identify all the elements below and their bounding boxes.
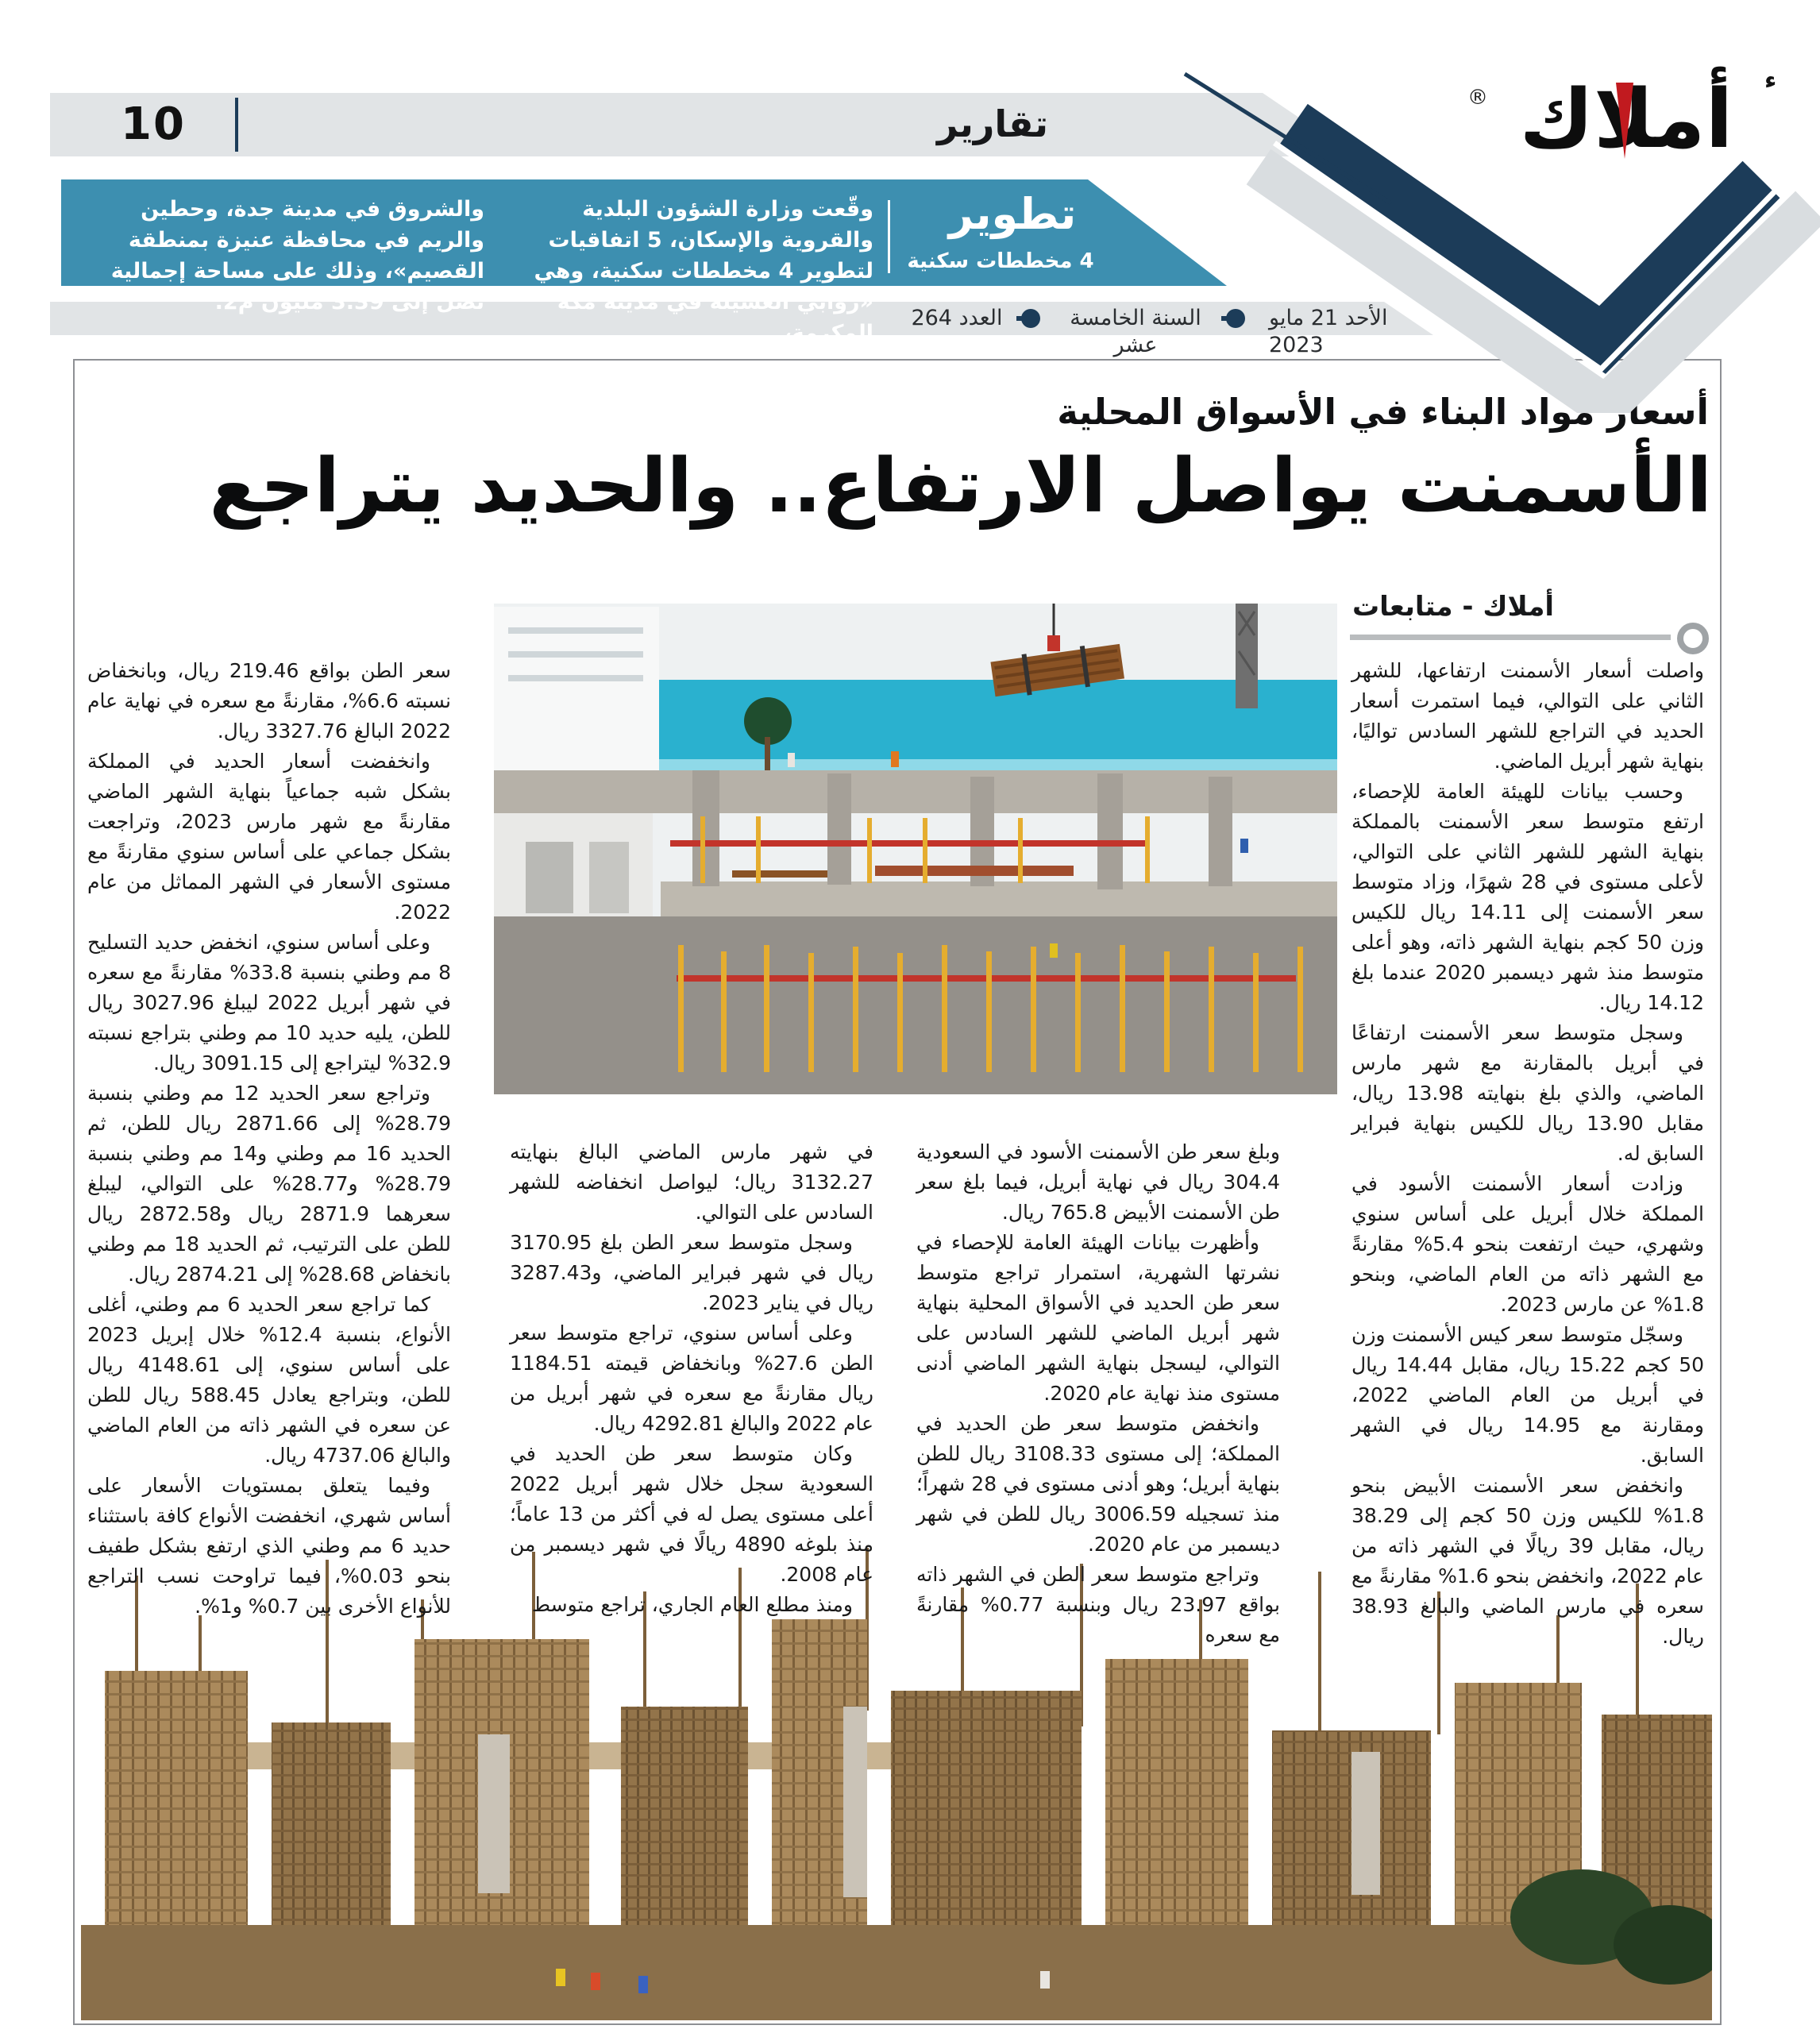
construction-crane-photo [494,604,1337,1094]
section-title: تقارير [937,102,1049,145]
registered-mark: ® [1467,86,1488,110]
paragraph: سعر الطن بواقع 219.46 ريال، وبانخفاض نسبته 6.6%، مقارنةً مع سعره في نهاية عام 2022 البالغ 3327.76 ريال. [87,659,451,743]
teaser-tag-subtitle: 4 مخططات سكنية [907,249,1094,273]
date-bullet-icon [1221,309,1245,328]
paragraph: في شهر مارس الماضي البالغ بنهايته 3132.27 ريال؛ ليواصل انخفاضه للشهر السادس على التوالي. [510,1140,873,1224]
paragraph: وعلى أساس سنوي، تراجع متوسط سعر الطن 27.6% وبانخفاض قيمته 1184.51 ريال مقارنةً مع سعره في شهر أبريل من عام 2022 والبالغ 4292.81 ريال. [510,1321,873,1435]
teaser-text-left: والشروق في مدينة جدة، وحطين والريم في محافظة عنيزة بمنطقة القصيم»، وذلك على مساحة إجمالية تصل إلى 3.39 مليون م2. [110,197,484,314]
paragraph: كما تراجع سعر الحديد 6 مم وطني، أغلى الأنواع، بنسبة 12.4% خلال إبريل 2023 على أساس سنوي، إلى 4148.61 ريال للطن، وبتراجع يعادل 588.45 ريال للطن عن سعره في الشهر ذاته من العام الماضي والبالغ 4737.06 ريال. [87,1293,451,1467]
paragraph: وسجّل متوسط سعر كيس الأسمنت وزن 50 كجم 15.22 ريال، مقابل 14.44 ريال في أبريل من العام الماضي 2022، ومقارنة مع 14.95 ريال في الشهر السابق. [1352,1323,1704,1467]
issue-date: الأحد 21 مايو 2023 [1269,306,1388,357]
masthead-red-alef [1616,83,1633,159]
article-container [73,359,1722,2025]
paragraph: وتراجع سعر الحديد 12 مم وطني بنسبة 28.79% إلى 2871.66 ريال للطن، ثم الحديد 16 مم وطني و14 مم وطني بنسبة 28.79% و28.77% على التوالي، ليبلغ سعرهما 2871.9 ريال و2872.58 ريال للطن على الترتيب، ثم الحديد 18 مم وطني بانخفاض 28.68% إلى 2874.21 ريال. [87,1082,452,1286]
publication-year: السنة الخامسة عشر [1070,306,1201,357]
issue-bullet-icon [1016,309,1040,328]
article-byline: أملاك - متابعات [1352,591,1555,623]
body-column-2 [916,1137,1280,1650]
body-column-3 [510,1137,873,1620]
byline-rule [1350,635,1671,640]
body-column-4 [87,656,451,1622]
paragraph: وأظهرت بيانات الهيئة العامة للإحصاء في نشرتها الشهرية، استمرار تراجع متوسط سعر طن الحديد في الأسواق المحلية بنهاية شهر أبريل الماضي للشهر السادس على التوالي، ليسجل بنهاية الشهر الماضي أدنى مستوى منذ نهاية عام 2020. [916,1231,1280,1405]
page-number: 10 [121,98,186,150]
byline-ring-icon [1677,623,1709,654]
top-section-bar [50,93,1356,156]
paragraph: وبلغ سعر طن الأسمنت الأسود في السعودية 304.4 ريال في نهاية أبريل، فيما بلغ سعر طن الأسمنت الأبيض 765.8 ريال. [916,1140,1280,1224]
body-column-1 [1352,656,1704,1652]
masthead-hamza: ء [1764,67,1777,95]
paragraph: واصلت أسعار الأسمنت ارتفاعها، للشهر الثاني على التوالي، فيما استمرت أسعار الحديد في التراجع للشهر السادس تواليًا، بنهاية شهر أبريل الماضي. [1352,659,1704,773]
paragraph: وكان متوسط سعر طن الحديد في السعودية سجل خلال شهر أبريل 2022 أعلى مستوى يصل له في أكثر من 13 عاماً؛ منذ بلوغه 4890 ريالًا في شهر ديسمبر من عام 2008. [510,1442,874,1586]
paragraph: وسجل متوسط سعر الأسمنت ارتفاعًا في أبريل بالمقارنة مع شهر مارس الماضي، والذي بلغ بنهايته 13.98 ريال، مقابل 13.90 ريال للكيس بنهاية فبراير السابق له. [1352,1021,1705,1165]
paragraph: وفيما يتعلق بمستويات الأسعار على أساس شهري، انخفضت الأنواع كافة باستثناء حديد 6 مم وطني الذي ارتفع بشكل طفيف بنحو 0.03%، فيما تراوحت نسب التراجع للأنواع الأخرى بين 0.7% و1%. [87,1474,451,1618]
topbar-divider [235,98,238,152]
teaser-tag: تطوير [948,189,1077,239]
article-kicker: أسعار مواد البناء في الأسواق المحلية [1057,391,1709,433]
paragraph: وانخفض متوسط سعر طن الحديد في المملكة؛ إلى مستوى 3108.33 ريال للطن بنهاية أبريل؛ وهو أدنى مستوى في 28 شهراً؛ منذ تسجيله 3006.59 ريال للطن في شهر ديسمبر من عام 2020. [916,1412,1280,1556]
paragraph: ومنذ مطلع العام الجاري، تراجع متوسط [531,1593,853,1616]
paragraph: وزادت أسعار الأسمنت الأسود في المملكة خلال أبريل على أساس سنوي وشهري، حيث ارتفعت بنحو 5.4% مقارنةً مع الشهر ذاته من العام الماضي، وبنحو 1.8% عن مارس 2023. [1352,1172,1704,1316]
article-headline: الأسمنت يواصل الارتفاع.. والحديد يتراجع [209,443,1712,530]
teaser-divider [888,200,890,273]
paragraph: وانخفضت أسعار الحديد في المملكة بشكل شبه جماعياً بنهاية الشهر الماضي مقارنةً مع شهر مارس 2023، وتراجعت بشكل جماعي على أساس سنوي مقارنةً مع مستوى الأسعار في الشهر المماثل من عام 2022. [87,750,451,924]
logo-white-stripe [1274,143,1777,369]
issue-number: العدد 264 [911,306,1003,330]
masthead-wordmark: أملاك [1519,72,1733,167]
paragraph: وحسب بيانات للهيئة العامة للإحصاء، ارتفع متوسط سعر الأسمنت بالمملكة بنهاية الشهر للشهر الثاني على التوالي، لأعلى مستوى في 28 شهرًا، وزاد متوسط سعر الأسمنت إلى 14.11 ريال للكيس وزن 50 كجم بنهاية الشهر ذاته، وهو أعلى متوسط منذ شهر ديسمبر 2020 عندما بلغ 14.12 ريال. [1352,780,1705,1014]
paragraph: وتراجع متوسط سعر الطن في الشهر ذاته بواقع 23.97 ريال وبنسبة 0.77% مقارنةً مع سعره [916,1563,1280,1646]
paragraph: وانخفض سعر الأسمنت الأبيض بنحو 1.8% للكيس وزن 50 كجم إلى 38.29 ريال، مقابل 39 ريالًا في الشهر ذاته من عام 2022، وانخفض بنحو 1.6% مقارنةً مع سعره في مارس الماضي والبالغ 38.93 ريال. [1352,1474,1705,1648]
paragraph: وسجل متوسط سعر الطن بلغ 3170.95 ريال في شهر فبراير الماضي، و3287.43 ريال في يناير 2023. [510,1231,873,1314]
paragraph: وعلى أساس سنوي، انخفض حديد التسليح 8 مم وطني بنسبة 33.8% مقارنةً مع سعره في شهر أبريل 2022 ليبلغ 3027.96 ريال للطن، يليه حديد 10 مم وطني بتراجع نسبته 32.9% ليتراجع إلى 3091.15 ريال. [87,931,452,1074]
teaser-text-right: وقّعت وزارة الشؤون البلدية والقروية والإسكان، 5 اتفاقيات لتطوير 4 مخططات سكنية، وهي «روابي العسيلة في مدينة مكة المكرمة، [534,197,873,345]
